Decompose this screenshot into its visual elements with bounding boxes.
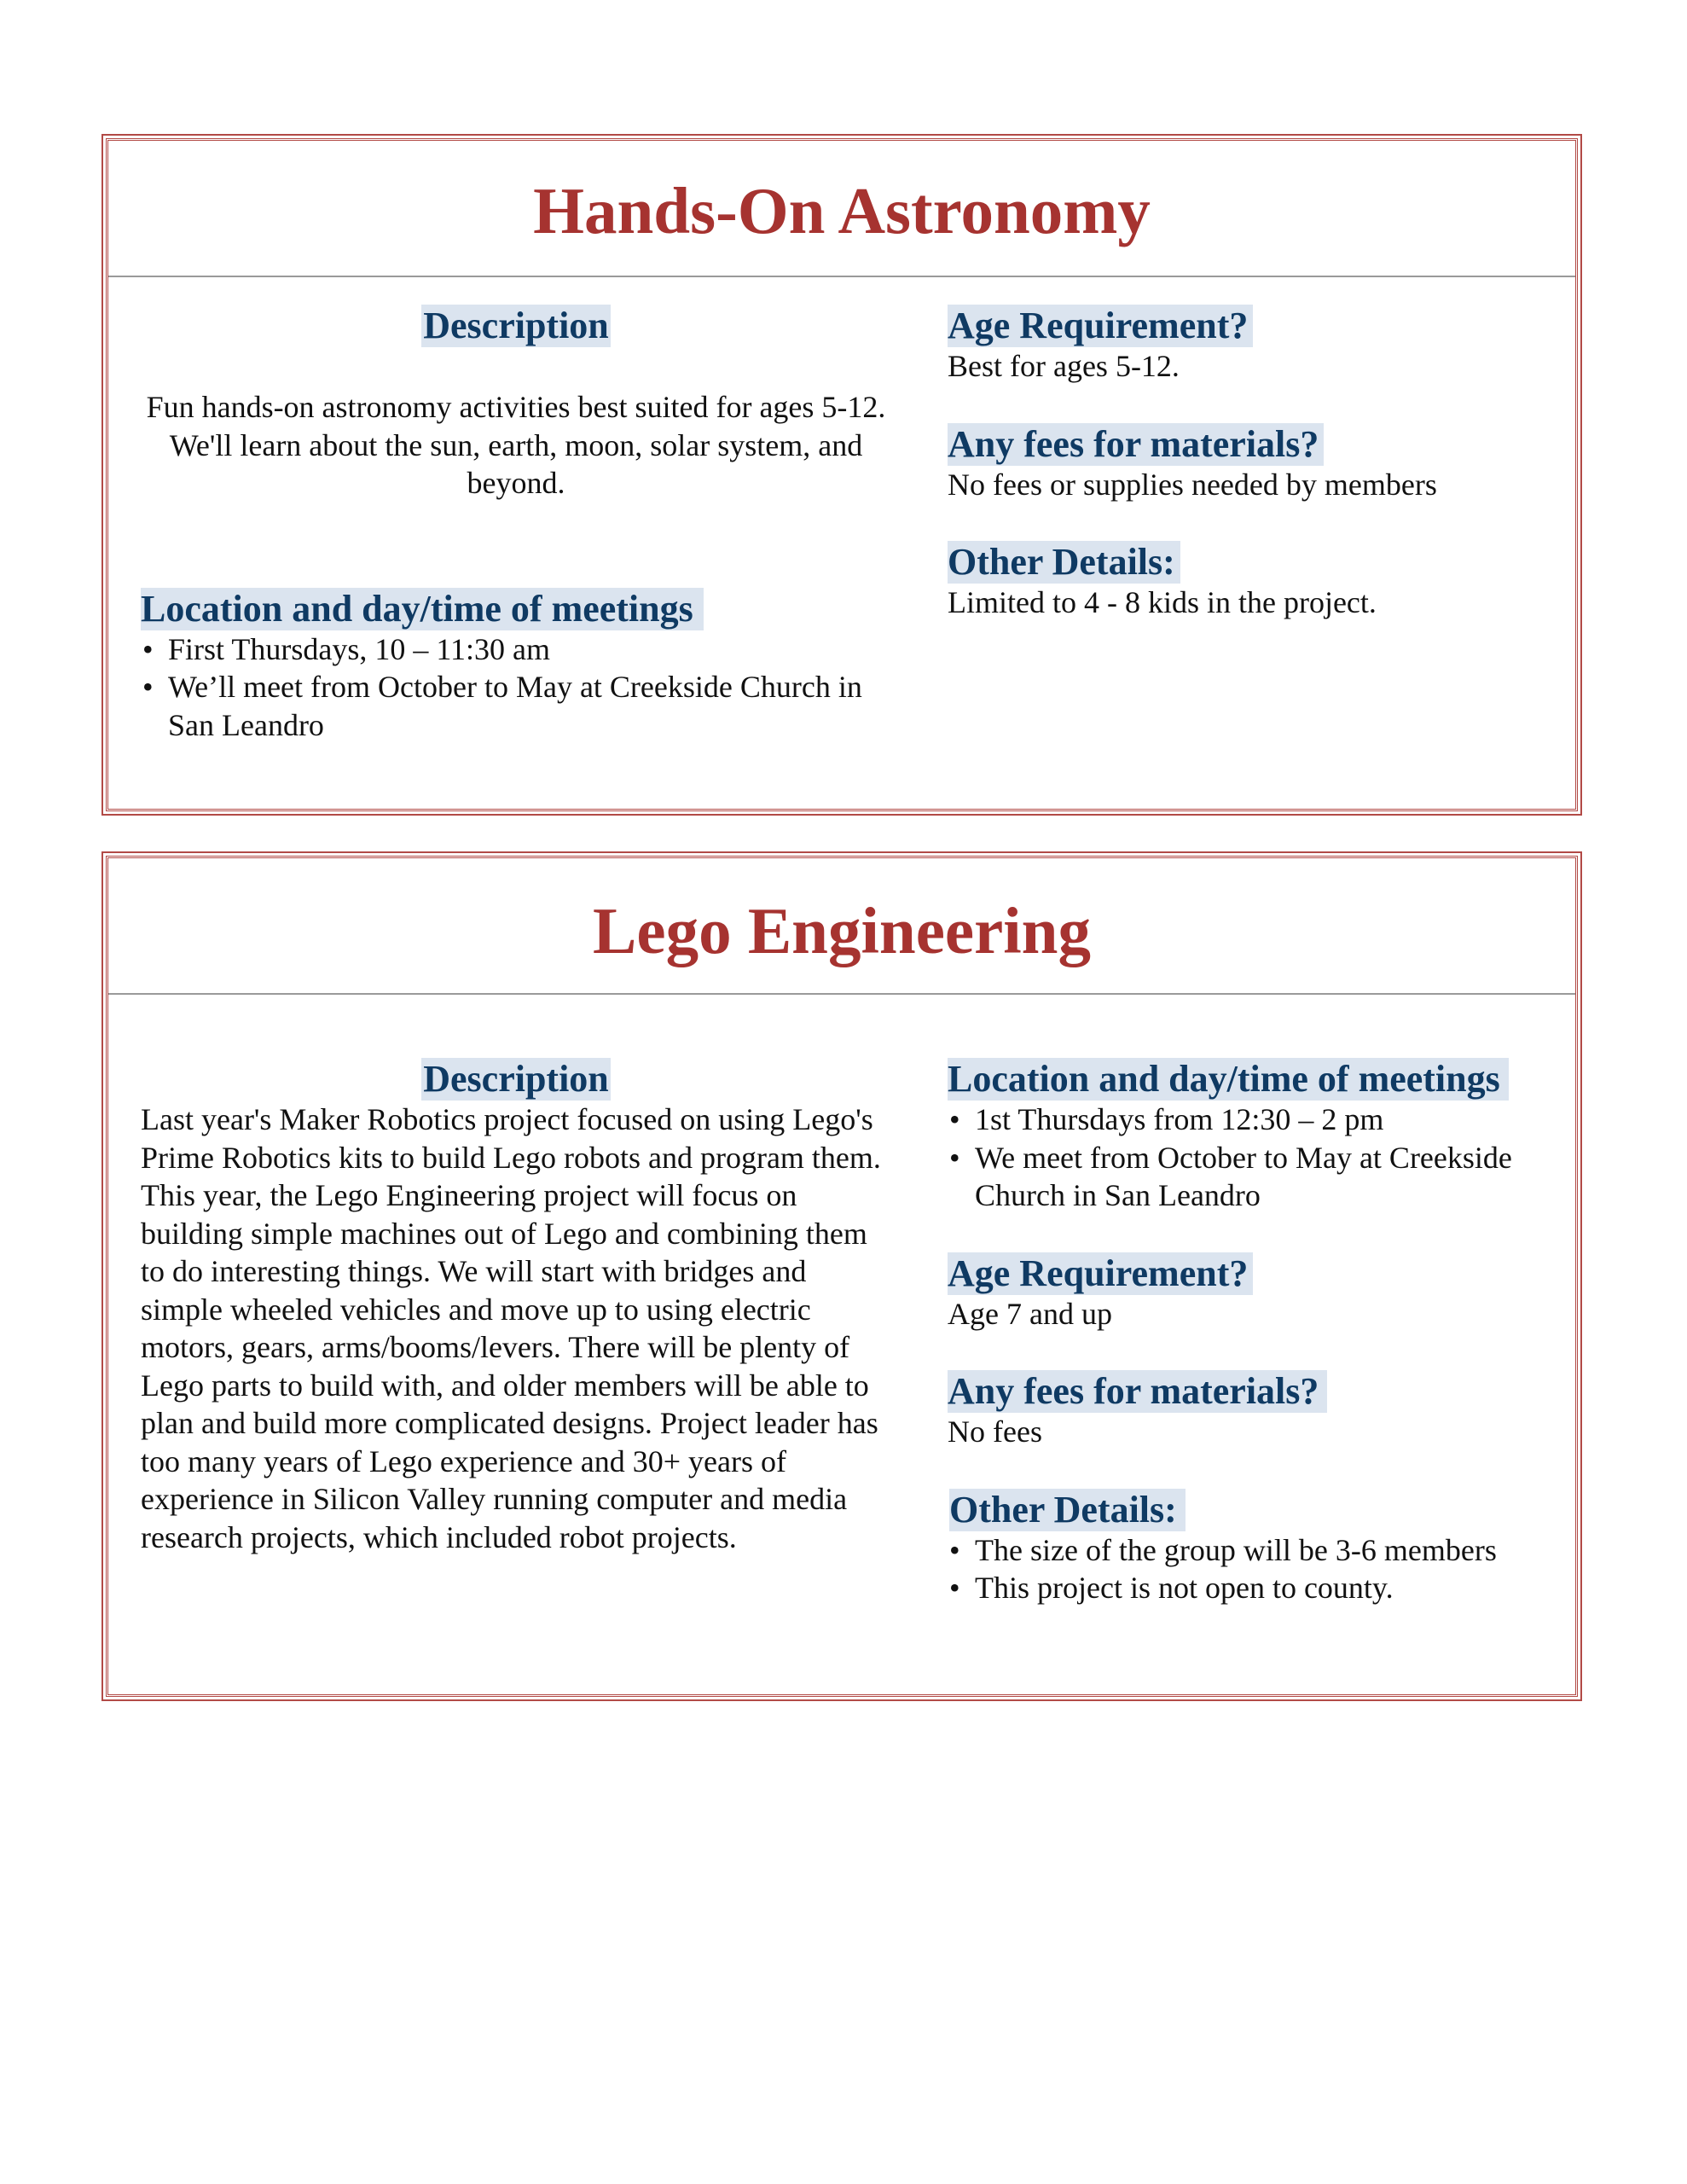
age-heading: Age Requirement?: [948, 1252, 1253, 1295]
fees-heading: Any fees for materials?: [948, 423, 1324, 466]
bullet-icon: •: [949, 1571, 960, 1605]
description-heading: Description: [423, 305, 609, 346]
description-heading-wrap: [141, 1058, 891, 1101]
bullet-icon: •: [949, 1140, 960, 1175]
age-heading: Age Requirement?: [948, 305, 1253, 347]
location-heading: Location and day/time of meetings: [141, 588, 704, 630]
other-list: [948, 1531, 1562, 1607]
list-item: • We meet from October to May at Creekside Church in San Leandro: [949, 1140, 1512, 1212]
list-item: • First Thursdays, 10 – 11:30 am: [141, 630, 891, 669]
description-text: Fun hands-on astronomy activities best suited for ages 5-12. We'll learn about the sun, earth, moon, solar system, and beyond.: [146, 390, 886, 500]
fees-heading: Any fees for materials?: [948, 1370, 1327, 1413]
bullet-icon: •: [949, 1532, 960, 1567]
list-item: • 1st Thursdays from 12:30 – 2 pm: [948, 1101, 1562, 1139]
other-heading: Other Details:: [949, 1489, 1186, 1531]
description-text: Last year's Maker Robotics project focused on using Lego's Prime Robotics kits to build Lego robots and program them. This year, the Lego Engineering project will focus on building simple machines out of Lego and combining them to do interesting things. We will start with bridges and simple wheeled vehicles and move up to using electric motors, gears, arms/booms/levers. There will be plenty of Lego parts to build with, and older members will be able to plan and build more complicated designs. Project leader has too many years of Lego experience and 30+ years of experience in Silicon Valley running computer and media research projects, which included robot projects.: [141, 1102, 881, 1554]
age-text: Best for ages 5-12.: [948, 349, 1180, 383]
section-title: Lego Engineering: [108, 858, 1575, 995]
location-list: [141, 630, 891, 745]
left-column: [141, 1058, 891, 1556]
description-heading-wrap: [141, 305, 891, 347]
right-column: [948, 305, 1562, 622]
section-title: Hands-On Astronomy: [108, 141, 1575, 277]
list-item: • This project is not open to county.: [948, 1569, 1562, 1607]
location-heading: Location and day/time of meetings: [948, 1058, 1509, 1101]
age-text: Age 7 and up: [948, 1296, 1112, 1331]
bullet-icon: •: [142, 631, 154, 666]
list-item: • We’ll meet from October to May at Creekside Church in San Leandro: [142, 670, 862, 742]
left-column: [141, 305, 891, 744]
fees-text: No fees: [948, 1414, 1042, 1449]
description-heading: Description: [423, 1058, 609, 1100]
fees-text: No fees or supplies needed by members: [948, 467, 1437, 502]
bullet-icon: •: [142, 670, 154, 704]
list-item: • The size of the group will be 3-6 members: [948, 1531, 1562, 1570]
other-heading: Other Details:: [948, 541, 1180, 584]
other-text: Limited to 4 - 8 kids in the project.: [948, 585, 1377, 619]
astronomy-section: [106, 138, 1578, 811]
right-column: [948, 1058, 1562, 1607]
bullet-icon: •: [949, 1102, 960, 1136]
lego-section: [106, 856, 1578, 1697]
location-list: [948, 1101, 1562, 1215]
